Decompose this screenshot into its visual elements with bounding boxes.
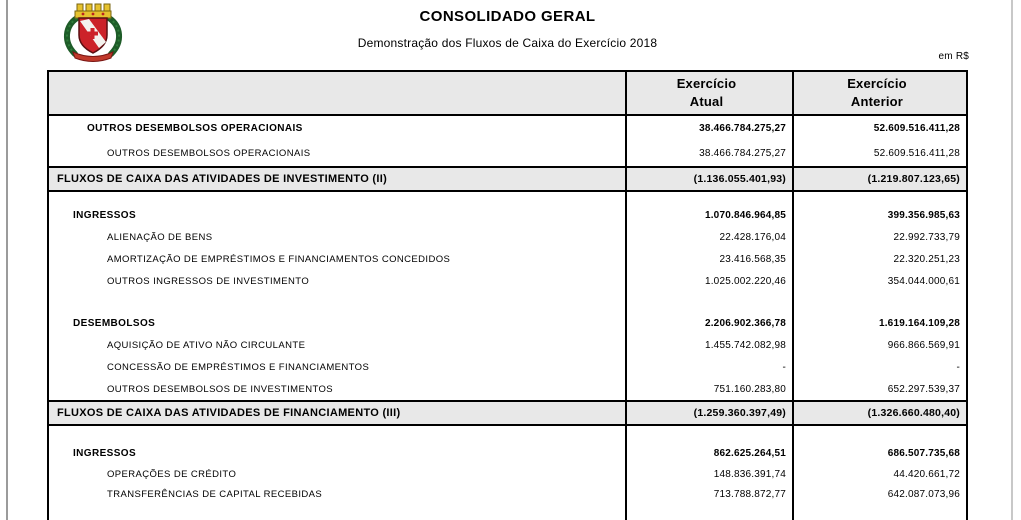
header-anterior-line2: Anterior	[850, 94, 904, 109]
table-row	[49, 226, 966, 248]
spacer-row	[49, 192, 966, 204]
value-exercicio-atual: 713.788.872,77	[625, 484, 792, 504]
value-exercicio-atual: 23.416.568,35	[625, 248, 792, 270]
row-label: INGRESSOS	[73, 209, 137, 221]
value-exercicio-atual: 862.625.264,51	[625, 442, 792, 464]
value-exercicio-atual: 1.070.846.964,85	[625, 204, 792, 226]
value-exercicio-atual: 1.455.742.082,98	[625, 334, 792, 356]
table-row	[49, 378, 966, 400]
header-anterior-line1: Exercício	[847, 75, 907, 91]
value-exercicio-anterior	[792, 192, 966, 204]
table-row	[49, 140, 966, 166]
page-right-edge	[1011, 0, 1013, 520]
value-exercicio-anterior: 1.619.164.109,28	[792, 312, 966, 334]
value-exercicio-anterior: 966.866.569,91	[792, 334, 966, 356]
value-exercicio-atual: 751.160.283,80	[625, 378, 792, 400]
value-exercicio-anterior: 52.609.516.411,28	[792, 140, 966, 166]
value-exercicio-anterior: 22.992.733,79	[792, 226, 966, 248]
row-label: OUTROS DESEMBOLSOS OPERACIONAIS	[107, 147, 311, 159]
table-header-row	[49, 72, 966, 116]
value-exercicio-anterior: 22.320.251,23	[792, 248, 966, 270]
value-exercicio-anterior	[792, 504, 966, 520]
table-row	[49, 248, 966, 270]
table-row	[49, 334, 966, 356]
value-exercicio-atual: (1.136.055.401,93)	[625, 168, 792, 190]
row-label	[49, 504, 625, 520]
cash-flow-table	[47, 70, 968, 520]
row-label: FLUXOS DE CAIXA DAS ATIVIDADES DE INVESTIMENTO (II)	[57, 173, 388, 185]
row-label: DESEMBOLSOS	[73, 317, 156, 329]
value-exercicio-atual	[625, 292, 792, 312]
table-row	[49, 166, 966, 192]
value-exercicio-anterior: 642.087.073,96	[792, 484, 966, 504]
table-row	[49, 464, 966, 484]
value-exercicio-anterior: 399.356.985,63	[792, 204, 966, 226]
value-exercicio-anterior: -	[792, 356, 966, 378]
row-label	[49, 192, 625, 204]
header-atual-line2: Atual	[689, 94, 724, 109]
page-subtitle: Demonstração dos Fluxos de Caixa do Exercício 2018	[357, 36, 658, 50]
table-body	[49, 116, 966, 520]
value-exercicio-anterior: 44.420.661,72	[792, 464, 966, 484]
value-exercicio-atual: 22.428.176,04	[625, 226, 792, 248]
table-row	[49, 400, 966, 426]
value-exercicio-anterior: 652.297.539,37	[792, 378, 966, 400]
value-exercicio-atual: 2.206.902.366,78	[625, 312, 792, 334]
row-label: AQUISIÇÃO DE ATIVO NÃO CIRCULANTE	[107, 339, 306, 351]
page-title: CONSOLIDADO GERAL	[419, 8, 596, 25]
spacer-row	[49, 292, 966, 312]
row-label: FLUXOS DE CAIXA DAS ATIVIDADES DE FINANCIAMENTO (III)	[57, 407, 401, 419]
table-row	[49, 204, 966, 226]
table-row	[49, 116, 966, 140]
table-row	[49, 270, 966, 292]
page-left-edge	[6, 0, 8, 520]
header-label-cell	[49, 72, 625, 114]
currency-note: em R$	[938, 51, 969, 62]
row-label: ALIENAÇÃO DE BENS	[107, 231, 213, 243]
spacer-row	[49, 504, 966, 520]
row-label	[49, 292, 625, 312]
row-label: OPERAÇÕES DE CRÉDITO	[107, 468, 237, 480]
table-row	[49, 442, 966, 464]
value-exercicio-atual	[625, 504, 792, 520]
value-exercicio-atual: (1.259.360.397,49)	[625, 402, 792, 424]
row-label: TRANSFERÊNCIAS DE CAPITAL RECEBIDAS	[107, 488, 323, 500]
value-exercicio-anterior	[792, 292, 966, 312]
value-exercicio-anterior: 686.507.735,68	[792, 442, 966, 464]
spacer-row	[49, 426, 966, 442]
row-label: AMORTIZAÇÃO DE EMPRÉSTIMOS E FINANCIAMENTOS CONCEDIDOS	[107, 253, 451, 265]
value-exercicio-anterior: 52.609.516.411,28	[792, 116, 966, 140]
row-label: OUTROS INGRESSOS DE INVESTIMENTO	[107, 275, 310, 287]
table-row	[49, 484, 966, 504]
value-exercicio-atual	[625, 426, 792, 442]
value-exercicio-atual	[625, 192, 792, 204]
row-label: OUTROS DESEMBOLSOS DE INVESTIMENTOS	[107, 383, 334, 395]
value-exercicio-anterior	[792, 426, 966, 442]
value-exercicio-anterior: (1.326.660.480,40)	[792, 402, 966, 424]
value-exercicio-anterior: (1.219.807.123,65)	[792, 168, 966, 190]
table-row	[49, 356, 966, 378]
value-exercicio-atual: 38.466.784.275,27	[625, 140, 792, 166]
row-label: CONCESSÃO DE EMPRÉSTIMOS E FINANCIAMENTOS	[107, 361, 370, 373]
row-label: INGRESSOS	[73, 447, 137, 459]
row-label: OUTROS DESEMBOLSOS OPERACIONAIS	[87, 122, 303, 134]
header-atual-line1: Exercício	[676, 75, 737, 91]
value-exercicio-atual: 1.025.002.220,46	[625, 270, 792, 292]
value-exercicio-anterior: 354.044.000,61	[792, 270, 966, 292]
header-exercicio-anterior	[792, 72, 966, 114]
row-label	[49, 426, 625, 442]
value-exercicio-atual: 38.466.784.275,27	[625, 116, 792, 140]
value-exercicio-atual: -	[625, 356, 792, 378]
value-exercicio-atual: 148.836.391,74	[625, 464, 792, 484]
table-row	[49, 312, 966, 334]
header-exercicio-atual	[625, 72, 792, 114]
